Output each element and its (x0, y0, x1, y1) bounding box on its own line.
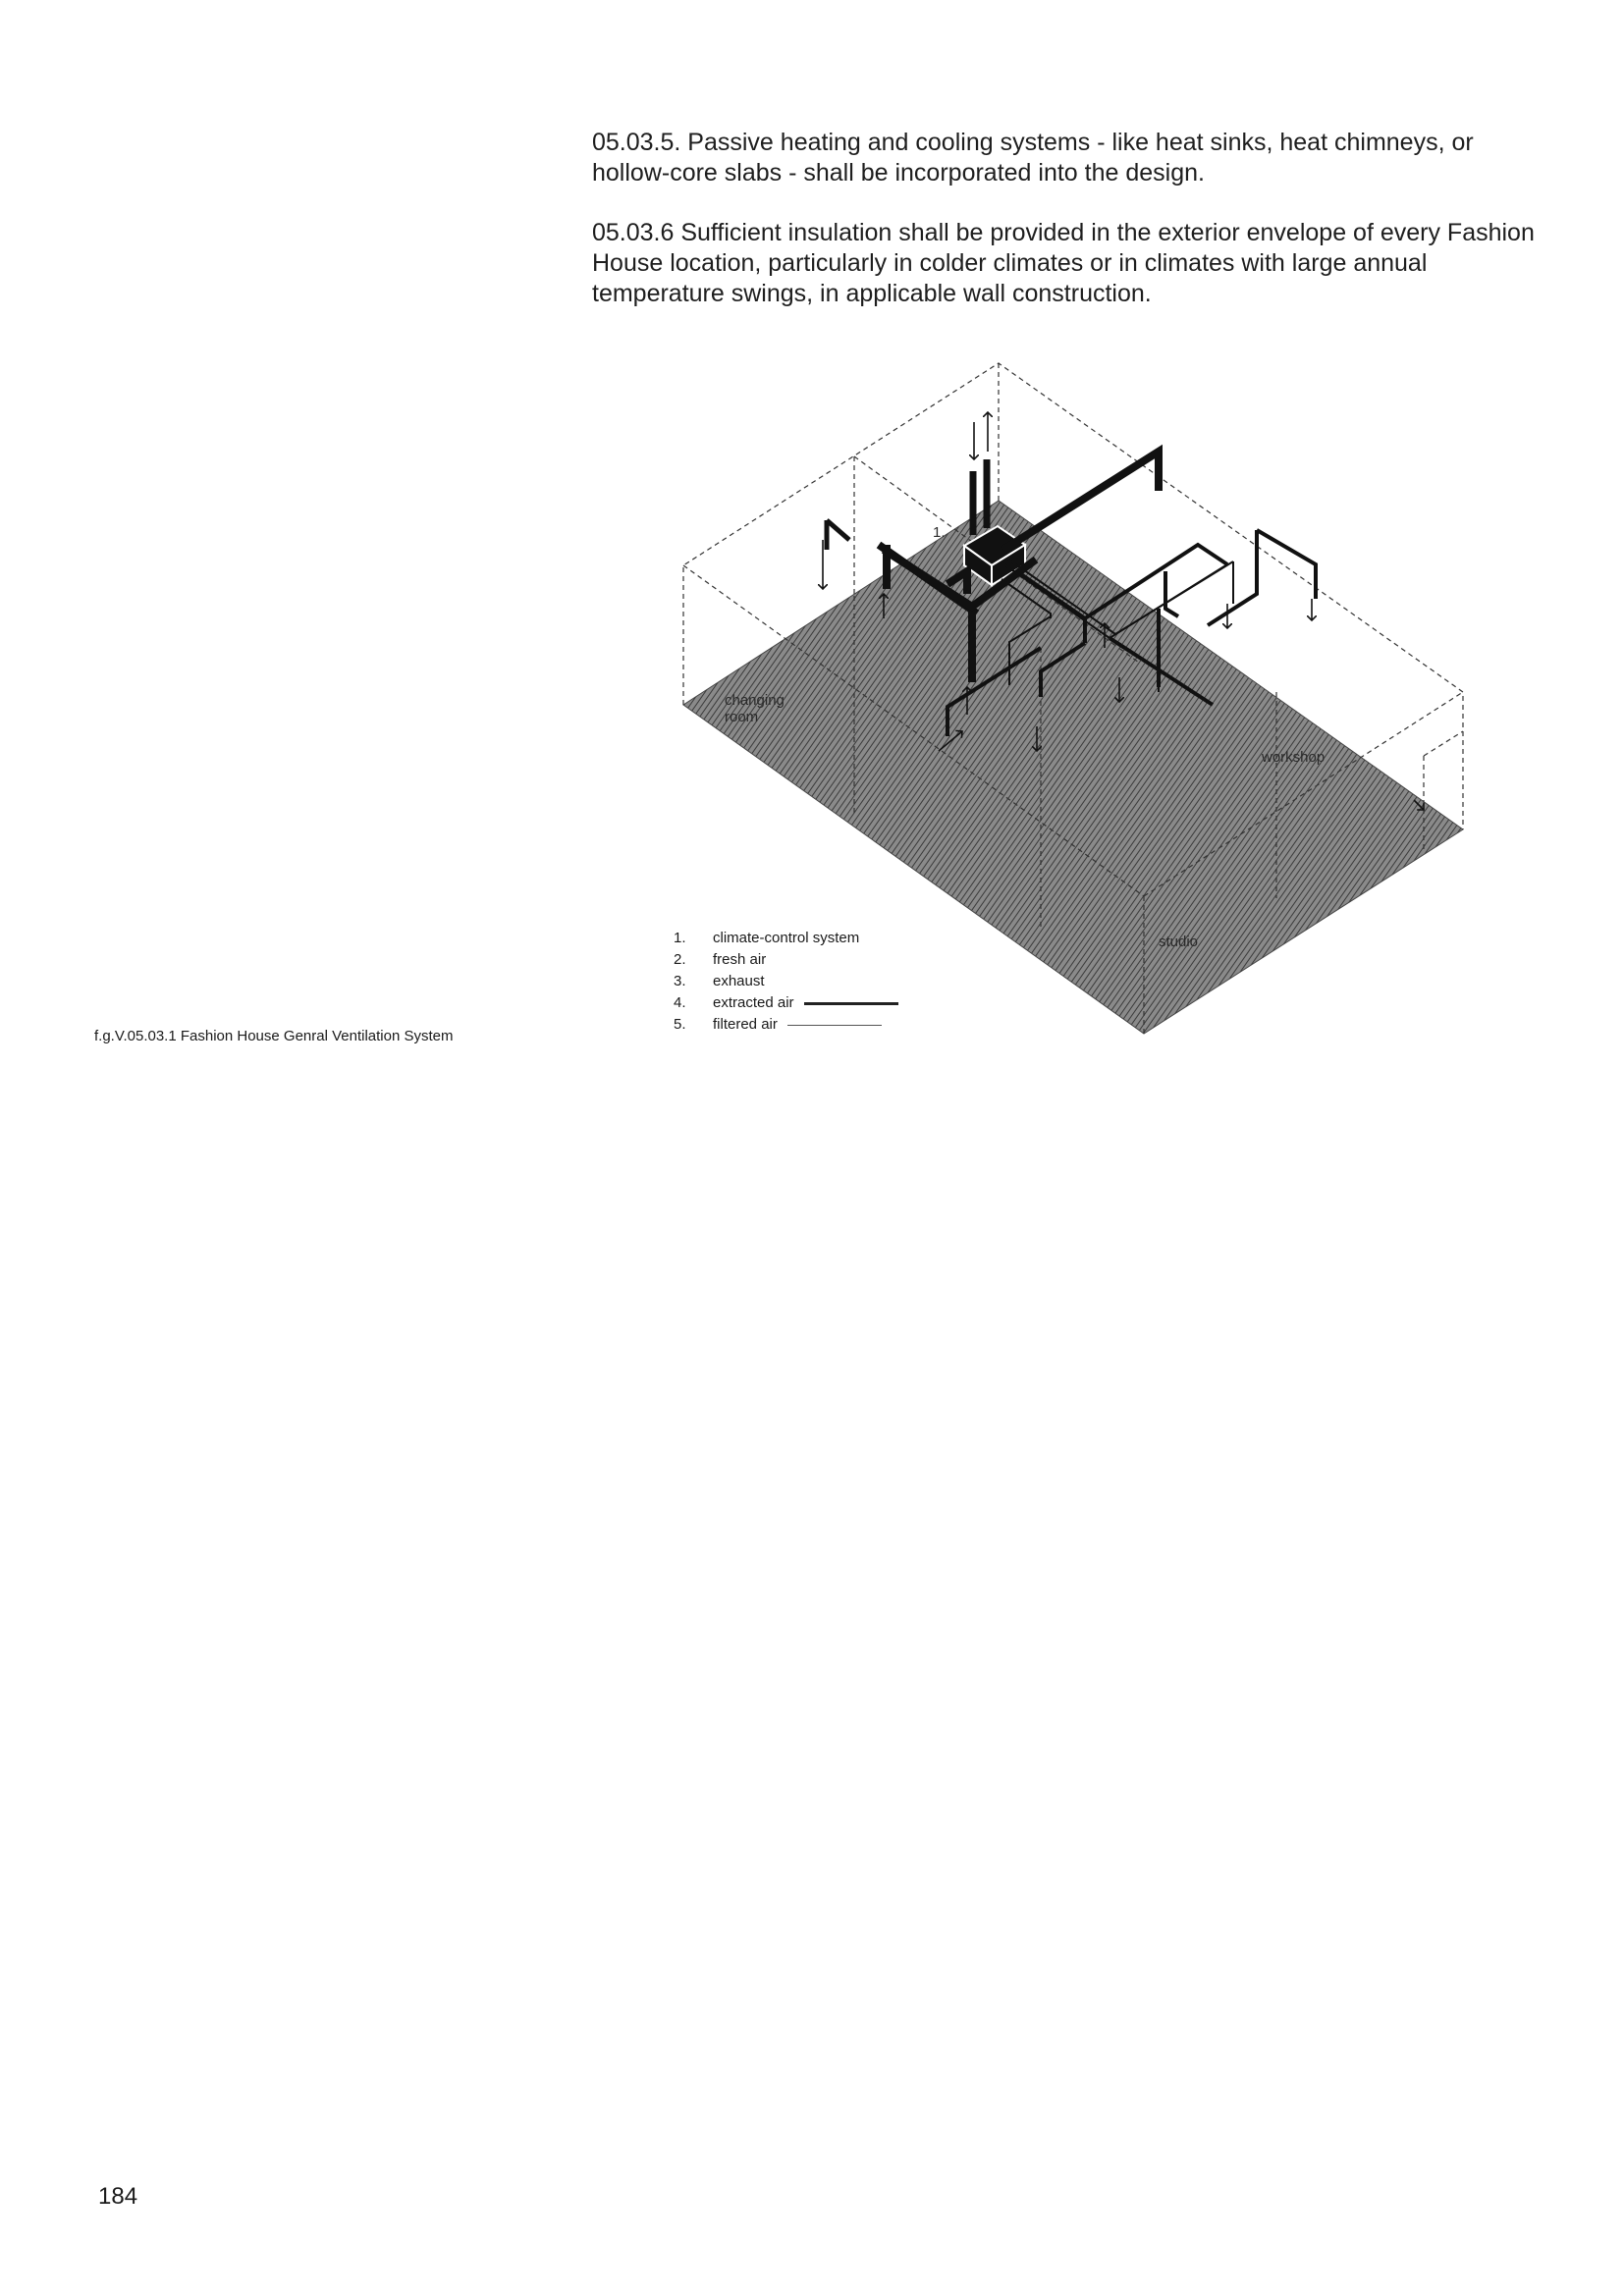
paragraph-insulation: 05.03.6 Sufficient insulation shall be provided in the exterior envelope of every Fashion House location, particularly in colder climates or in climates with large annual temperature swings, in applicable wall construction. (592, 219, 1535, 307)
legend-label: exhaust (713, 973, 765, 989)
room-label-workshop: workshop (1262, 749, 1326, 766)
legend-item-4 (674, 992, 929, 1014)
room-label-changing-1: changing (725, 692, 785, 709)
legend-item-5 (674, 1014, 929, 1036)
room-label-studio: studio (1159, 934, 1199, 950)
legend-swatch-thin-line (787, 1025, 882, 1026)
legend-number: 3. (674, 973, 686, 989)
legend-label: fresh air (713, 951, 767, 968)
legend-item-2 (674, 949, 929, 971)
room-label-changing-2: room (725, 709, 759, 725)
legend-number: 2. (674, 951, 686, 968)
legend-label: climate-control system (713, 930, 860, 946)
paragraph-passive-systems: 05.03.5. Passive heating and cooling systems - like heat sinks, heat chimneys, or hollow-core slabs - shall be incorporated into the design. (592, 129, 1474, 187)
legend-number: 5. (674, 1016, 686, 1033)
legend-item-1 (674, 928, 929, 949)
legend-number: 4. (674, 994, 686, 1011)
legend-item-3 (674, 971, 929, 992)
figure-legend (674, 928, 929, 1036)
figure-caption: f.g.V.05.03.1 Fashion House Genral Ventilation System (94, 1028, 454, 1044)
legend-swatch-thick-line (804, 1002, 898, 1005)
unit-marker-label: 1. (933, 524, 946, 541)
extracted-air-branch-left-top (827, 520, 849, 540)
legend-number: 1. (674, 930, 686, 946)
legend-label: filtered air (713, 1016, 778, 1033)
page-number: 184 (98, 2183, 138, 2210)
legend-label: extracted air (713, 994, 794, 1011)
